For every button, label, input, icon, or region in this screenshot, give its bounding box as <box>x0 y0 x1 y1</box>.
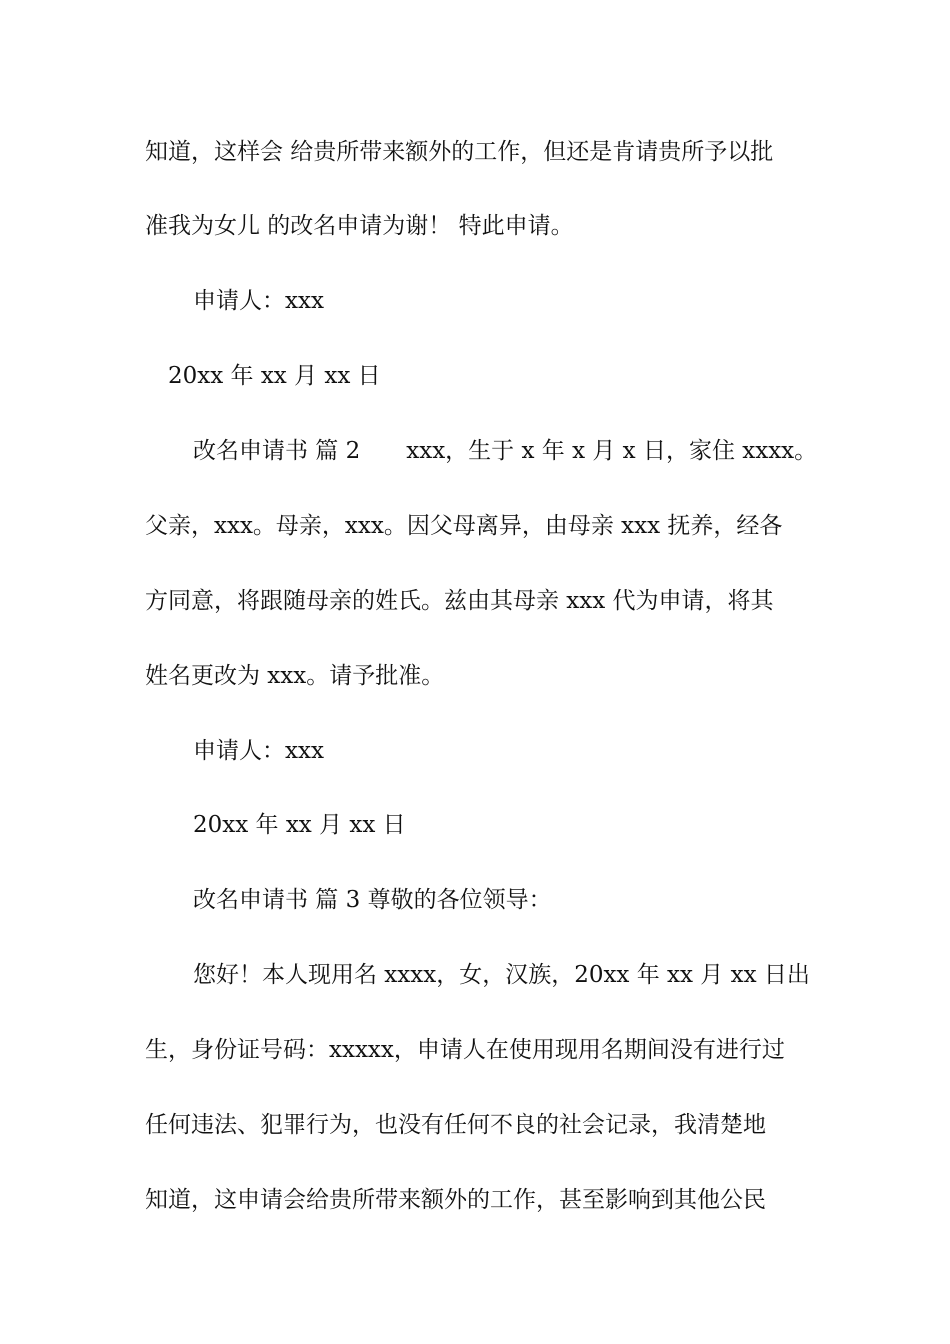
section-heading-3: 改名申请书 篇 3 尊敬的各位领导： <box>193 887 552 913</box>
text-line: 您好！本人现用名 xxxx，女，汉族，20xx 年 xx 月 xx 日出 <box>193 962 810 988</box>
text-line: 方同意，将跟随母亲的姓氏。兹由其母亲 xxx 代为申请，将其 <box>145 588 774 614</box>
section-heading-2: 改名申请书 篇 2 xxx，生于 x 年 x 月 x 日，家住 xxxx。 <box>193 438 818 464</box>
application-date: 20xx 年 xx 月 xx 日 <box>168 363 381 389</box>
text-line: 知道，这样会 给贵所带来额外的工作，但还是肯请贵所予以批 <box>145 139 774 165</box>
text-line: 知道，这申请会给贵所带来额外的工作，甚至影响到其他公民 <box>145 1187 766 1213</box>
text-line: 父亲，xxx。母亲，xxx。因父母离异，由母亲 xxx 抚养，经各 <box>145 513 783 539</box>
applicant-signature: 申请人：xxx <box>193 288 324 314</box>
text-line: 任何违法、犯罪行为，也没有任何不良的社会记录，我清楚地 <box>145 1112 766 1138</box>
text-line: 准我为女儿 的改名申请为谢！ 特此申请。 <box>145 213 574 239</box>
applicant-signature: 申请人：xxx <box>193 738 324 764</box>
text-line: 姓名更改为 xxx。请予批准。 <box>145 663 445 689</box>
application-date: 20xx 年 xx 月 xx 日 <box>193 812 406 838</box>
text-line: 生，身份证号码：xxxxx，申请人在使用现用名期间没有进行过 <box>145 1037 785 1063</box>
